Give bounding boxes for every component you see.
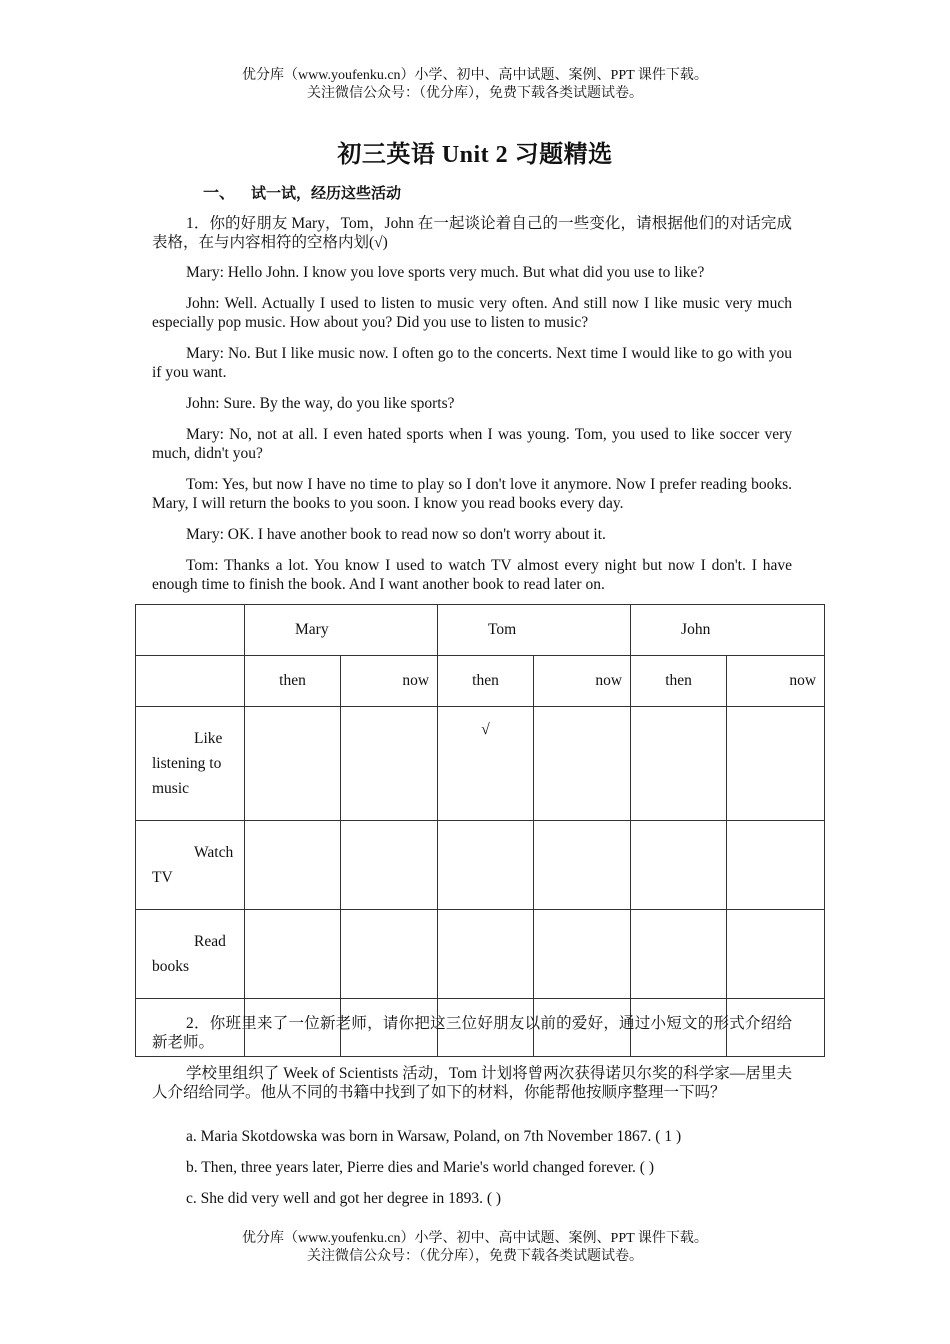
then-label: then	[438, 656, 534, 707]
table-row	[136, 707, 825, 821]
mark-cell	[534, 910, 631, 999]
dialogue	[152, 263, 792, 606]
task-1-instructions	[152, 214, 792, 264]
mark-cell	[727, 821, 825, 910]
ordering-options	[152, 1127, 792, 1220]
mark-cell	[438, 910, 534, 999]
dialogue-line: Tom: Yes, but now I have no time to play so I don't love it anymore. Now I prefer reading books. Mary, I will return the books to you soon. I know you read books every day.	[152, 476, 792, 512]
mark-cell	[727, 910, 825, 999]
mark-cell	[534, 821, 631, 910]
section-text: 试一试，经历这些活动	[251, 184, 402, 202]
then-label: then	[631, 656, 727, 707]
dialogue-line: Tom: Thanks a lot. You know I used to watch TV almost every night but now I don't. I have enough time to finish the book. And I want another book to read later on.	[152, 557, 792, 593]
table-cell	[136, 656, 245, 707]
mark-cell	[341, 910, 438, 999]
table-row	[136, 910, 825, 999]
mark-cell	[245, 821, 341, 910]
table-header-row	[136, 605, 825, 656]
name-john: John	[631, 605, 825, 656]
option-item: b. Then, three years later, Pierre dies and Marie's world changed forever. ( )	[186, 1159, 654, 1176]
mark-cell	[341, 821, 438, 910]
option-item: c. She did very well and got her degree in 1893. ( )	[186, 1190, 502, 1207]
mark-cell	[245, 707, 341, 821]
task-2-paragraph: 2．你班里来了一位新老师，请你把这三位好朋友以前的爱好，通过小短文的形式介绍给新老师。	[152, 1015, 792, 1051]
intro-paragraph: 1．你的好朋友 Mary，Tom，John 在一起谈论着自己的一些变化，请根据他们的对话完成表格，在与内容相符的空格内划(√)	[152, 215, 792, 251]
name-mary: Mary	[245, 605, 438, 656]
section-number: 一、	[203, 183, 236, 202]
page-footer	[0, 1230, 950, 1266]
mark-cell	[341, 707, 438, 821]
activity-label: Read books	[136, 910, 245, 999]
dialogue-line: John: Well. Actually I used to listen to music very often. And still now I like music very much especially pop music. How about you? Did you use to listen to music?	[152, 295, 792, 331]
activity-table	[135, 604, 825, 1057]
table-corner-cell	[136, 605, 245, 656]
dialogue-line: Mary: No, not at all. I even hated sports when I was young. Tom, you used to like soccer very much, didn't you?	[152, 426, 792, 462]
mark-cell	[245, 910, 341, 999]
now-label: now	[341, 656, 438, 707]
activity-label: Like listening to music	[136, 707, 245, 821]
mark-cell	[438, 821, 534, 910]
dialogue-line: John: Sure. By the way, do you like sports?	[186, 395, 455, 412]
dialogue-line: Mary: No. But I like music now. I often go to the concerts. Next time I would like to go with you if you want.	[152, 345, 792, 381]
activity-label: Watch TV	[136, 821, 245, 910]
task-3-paragraph: 学校里组织了 Week of Scientists 活动，Tom 计划将曾两次获得诺贝尔奖的科学家—居里夫人介绍给同学。他从不同的书籍中找到了如下的材料，你能帮他按顺序整理一下吗？	[152, 1065, 792, 1101]
mark-cell: √	[438, 707, 534, 821]
footer-line-2: 关注微信公众号：（优分库），免费下载各类试题试卷。	[307, 1249, 643, 1264]
mark-cell	[631, 707, 727, 821]
section-heading	[203, 180, 401, 203]
mark-cell	[631, 821, 727, 910]
header-line-2: 关注微信公众号：（优分库），免费下载各类试题试卷。	[307, 86, 643, 101]
footer-line-1: 优分库（www.youfenku.cn）小学、初中、高中试题、案例、PPT 课件下载。	[242, 1231, 708, 1246]
document-title: 初三英语 Unit 2 习题精选	[337, 142, 613, 168]
page-header	[0, 67, 950, 103]
table-time-row	[136, 656, 825, 707]
name-tom: Tom	[438, 605, 631, 656]
mark-cell	[631, 910, 727, 999]
then-label: then	[245, 656, 341, 707]
dialogue-line: Mary: OK. I have another book to read now so don't worry about it.	[186, 526, 606, 543]
now-label: now	[727, 656, 825, 707]
now-label: now	[534, 656, 631, 707]
header-line-1: 优分库（www.youfenku.cn）小学、初中、高中试题、案例、PPT 课件下载。	[242, 68, 708, 83]
task-2-instructions	[152, 1014, 792, 1114]
table-row	[136, 821, 825, 910]
option-item: a. Maria Skotdowska was born in Warsaw, Poland, on 7th November 1867. ( 1 )	[186, 1128, 682, 1145]
dialogue-line: Mary: Hello John. I know you love sports very much. But what did you use to like?	[186, 264, 705, 281]
mark-cell	[534, 707, 631, 821]
mark-cell	[727, 707, 825, 821]
